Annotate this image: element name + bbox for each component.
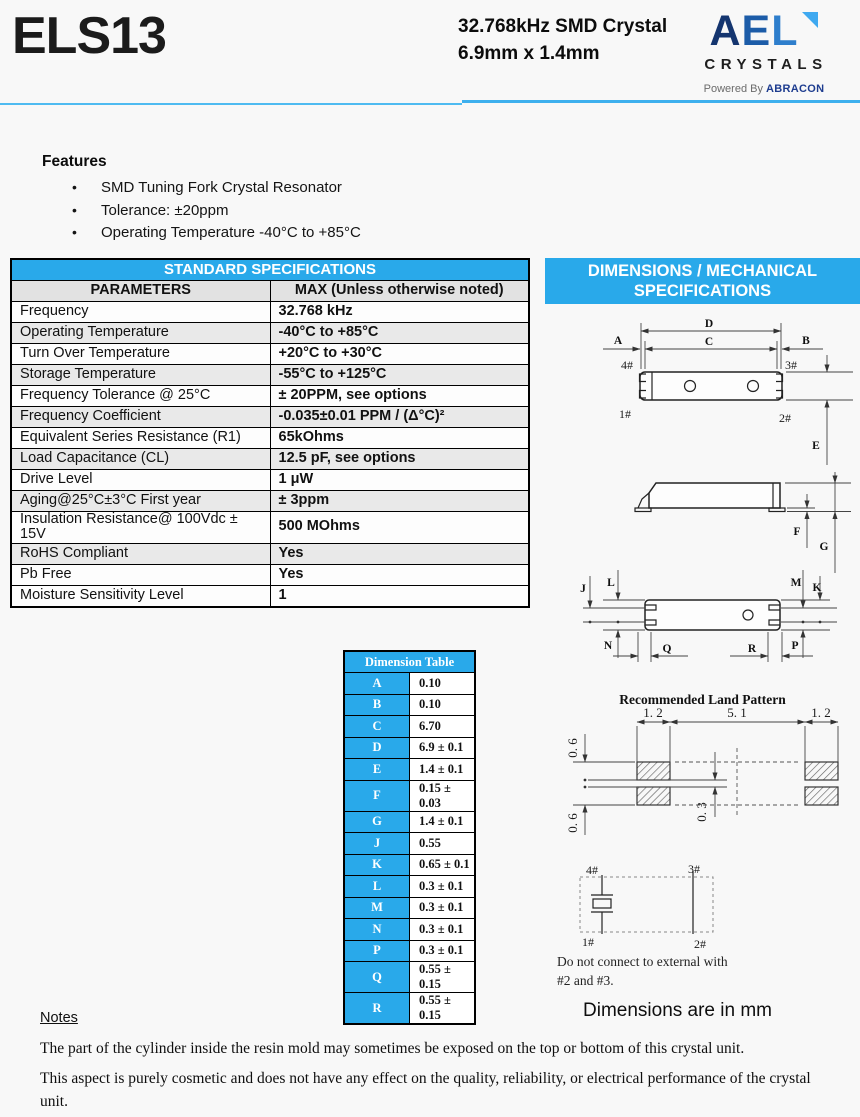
crystal-package-top-view xyxy=(640,372,782,400)
bullet-icon: • xyxy=(72,201,77,218)
note-paragraph: The part of the cylinder inside the resin mold may sometimes be exposed on the top or bottom of this crystal unit. xyxy=(40,1040,745,1057)
table-row: Frequency 32.768 kHz xyxy=(11,301,529,322)
table-row: J 0.55 xyxy=(344,833,475,855)
dim-label-a: A xyxy=(613,335,623,347)
dim-label-k: K xyxy=(812,582,822,594)
column-header-parameters: PARAMETERS xyxy=(11,280,270,301)
dim-label-n: N xyxy=(603,640,613,652)
table-row: RoHS Compliant Yes xyxy=(11,544,529,565)
land-dim-left: 1. 2 xyxy=(643,705,663,720)
pin-connection-schematic xyxy=(545,862,860,957)
table-row: R 0.55 ± 0.15 xyxy=(344,993,475,1025)
table-row: D 6.9 ± 0.1 xyxy=(344,737,475,759)
land-pad xyxy=(637,762,670,780)
table-row: Insulation Resistance@ 100Vdc ± 15V 500 MOhms xyxy=(11,511,529,544)
dim-label-r: R xyxy=(747,643,757,655)
land-dim-top-height: 0. 6 xyxy=(565,738,580,758)
land-dim-right: 1. 2 xyxy=(811,705,831,720)
table-row: N 0.3 ± 0.1 xyxy=(344,919,475,941)
standard-specifications-table xyxy=(10,258,530,608)
header-divider-left xyxy=(0,103,462,105)
list-item: • SMD Tuning Fork Crystal Resonator xyxy=(72,179,342,196)
units-note: Dimensions are in mm xyxy=(583,1000,772,1021)
table-row: Drive Level 1 μW xyxy=(11,469,529,490)
notes-title: Notes xyxy=(40,1010,78,1026)
pin-label-3: 3# xyxy=(785,358,797,372)
ael-wordmark xyxy=(688,7,840,55)
dimensions-header-line2: SPECIFICATIONS xyxy=(633,282,772,300)
table-row: K 0.65 ± 0.1 xyxy=(344,854,475,876)
land-pad xyxy=(805,762,838,780)
table-row: Storage Temperature -55°C to +125°C xyxy=(11,364,529,385)
dim-label-f: F xyxy=(793,526,801,538)
dimension-table-title: Dimension Table xyxy=(344,651,475,673)
dim-label-b: B xyxy=(802,335,810,347)
note-paragraph: This aspect is purely cosmetic and does not have any effect on the quality, reliability, or electrical performance of the crystal unit. xyxy=(40,1070,811,1110)
land-pattern-drawing xyxy=(545,690,860,860)
features-section xyxy=(42,153,361,247)
powered-by-abracon: Powered By ABRACON xyxy=(703,83,825,95)
dimensions-panel-header xyxy=(545,258,860,304)
product-subtitle xyxy=(458,13,667,67)
dim-label-m: M xyxy=(790,577,802,589)
land-pad xyxy=(805,787,838,805)
table-row: Pb Free Yes xyxy=(11,565,529,586)
land-pattern-title: Recommended Land Pattern xyxy=(619,692,786,707)
logo-letter: E xyxy=(741,7,772,55)
dim-label-j: J xyxy=(580,583,586,595)
list-item: • Operating Temperature -40°C to +85°C xyxy=(72,224,361,241)
table-row: B 0.10 xyxy=(344,694,475,716)
dim-label-q: Q xyxy=(662,643,672,655)
dim-label-p: P xyxy=(791,640,799,652)
dim-label-c: C xyxy=(704,336,714,348)
dim-label-l: L xyxy=(607,577,615,589)
table-row: Equivalent Series Resistance (R1) 65kOhms xyxy=(11,427,529,448)
table-row: Q 0.55 ± 0.15 xyxy=(344,962,475,993)
bullet-icon: • xyxy=(72,179,77,195)
crystal-symbol xyxy=(593,899,611,908)
table-row: Frequency Tolerance @ 25°C ± 20PPM, see options xyxy=(11,385,529,406)
table-row: Load Capacitance (CL) 12.5 pF, see options xyxy=(11,448,529,469)
bullet-icon: • xyxy=(72,224,77,240)
pin-label-4: 4# xyxy=(586,863,598,877)
table-row: Operating Temperature -40°C to +85°C xyxy=(11,322,529,343)
spec-table-title: STANDARD SPECIFICATIONS xyxy=(11,259,529,280)
table-row: Moisture Sensitivity Level 1 xyxy=(11,586,529,607)
land-dim-bottom-height: 0. 6 xyxy=(565,813,580,833)
dimensions-header-line1: DIMENSIONS / MECHANICAL xyxy=(587,262,818,280)
crystal-package-bottom-view xyxy=(645,600,780,630)
dimension-table-title-row xyxy=(344,651,475,673)
spec-table-title-row xyxy=(11,259,529,280)
table-row: F 0.15 ± 0.03 xyxy=(344,780,475,811)
crystal-package-side-view xyxy=(649,483,780,508)
column-header-max: MAX (Unless otherwise noted) xyxy=(270,280,529,301)
pin-label-1: 1# xyxy=(619,407,631,421)
table-row: M 0.3 ± 0.1 xyxy=(344,897,475,919)
table-row: Aging@25°C±3°C First year ± 3ppm xyxy=(11,490,529,511)
page-title: ELS13 xyxy=(12,7,166,65)
land-dim-row-gap: 0. 3 xyxy=(694,802,709,822)
dim-label-g: G xyxy=(819,541,829,553)
table-row: L 0.3 ± 0.1 xyxy=(344,876,475,898)
logo-letter: L xyxy=(771,7,799,55)
table-row: A 0.10 xyxy=(344,673,475,695)
dim-label-e: E xyxy=(812,440,820,452)
header-divider-right xyxy=(462,100,860,103)
table-row: Frequency Coefficient -0.035±0.01 PPM / (Δ°C)² xyxy=(11,406,529,427)
top-view-drawing xyxy=(545,303,860,470)
dimension-table xyxy=(343,650,476,1025)
table-row: Turn Over Temperature +20°C to +30°C xyxy=(11,343,529,364)
logo-letter: A xyxy=(709,7,742,55)
notes-body xyxy=(40,1038,840,1117)
land-pad xyxy=(637,787,670,805)
pin-label-4: 4# xyxy=(621,358,633,372)
pin-label-2: 2# xyxy=(779,411,791,425)
ael-crystals-logo xyxy=(688,7,840,95)
table-row: E 1.4 ± 0.1 xyxy=(344,759,475,781)
table-row: C 6.70 xyxy=(344,716,475,738)
dim-label-d: D xyxy=(704,318,714,330)
subtitle-line1: 32.768kHz SMD Crystal xyxy=(458,16,668,37)
pin-label-3: 3# xyxy=(688,862,700,876)
schematic-note: Do not connect to external with #2 and #3. xyxy=(557,954,728,988)
list-item: • Tolerance: ±20ppm xyxy=(72,201,229,219)
table-row: G 1.4 ± 0.1 xyxy=(344,811,475,833)
table-row: P 0.3 ± 0.1 xyxy=(344,940,475,962)
pin-label-2: 2# xyxy=(694,937,706,951)
logo-triangle-icon xyxy=(801,11,819,29)
pin-label-1: 1# xyxy=(582,935,594,949)
features-title: Features xyxy=(42,153,107,170)
side-and-bottom-view-drawing xyxy=(545,470,860,682)
spec-table-header-row xyxy=(11,280,529,301)
abracon-brand: ABRACON xyxy=(766,83,825,95)
features-list xyxy=(72,179,361,241)
logo-crystals-text: CRYSTALS xyxy=(704,56,828,73)
subtitle-line2: 6.9mm x 1.4mm xyxy=(458,43,600,64)
land-dim-gap: 5. 1 xyxy=(727,705,747,720)
